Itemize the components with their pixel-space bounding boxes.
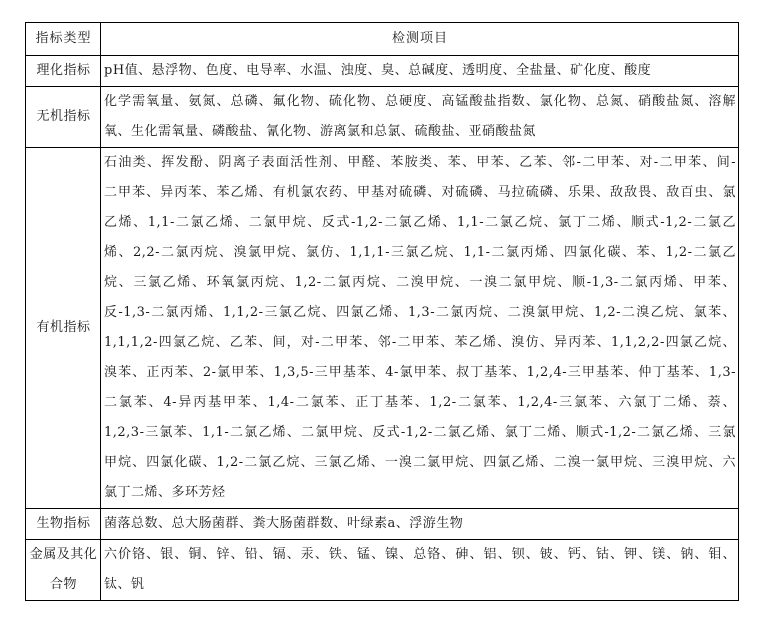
header-test-items bbox=[101, 23, 739, 56]
label-line: 有机指标 bbox=[36, 320, 91, 335]
indicator-type-cell bbox=[26, 540, 101, 601]
text-line: 烯、2,2-二氯丙烷、溴氯甲烷、氯仿、1,1,1-三氯乙烷、1,1-二氯丙烯、四氯化碳、苯、1,2-二氯乙 bbox=[104, 245, 736, 260]
text-line: 钛、钒 bbox=[104, 577, 145, 592]
label-line: 理化指标 bbox=[36, 63, 91, 78]
text-line: 氯丁二烯、多环芳烃 bbox=[104, 485, 226, 500]
text-line: pH值、悬浮物、色度、电导率、水温、浊度、臭、总碱度、透明度、全盐量、矿化度、酸度 bbox=[104, 63, 652, 78]
label-line: 金属及其化 bbox=[29, 547, 98, 562]
indicator-type-cell bbox=[26, 509, 101, 540]
text-line: 1,2,3-三氯苯、1,1-二氯乙烯、二氯甲烷、反式-1,2-二氯乙烯、氯丁二烯、顺式-1,2-二氯乙烯、三氯 bbox=[104, 425, 736, 440]
indicator-table bbox=[25, 22, 739, 601]
row-organic bbox=[26, 148, 739, 509]
row-metals bbox=[26, 540, 739, 601]
text-line: 菌落总数、总大肠菌群、粪大肠菌群数、叶绿素a、浮游生物 bbox=[104, 516, 464, 531]
label-line: 无机指标 bbox=[36, 109, 91, 124]
indicator-type-cell bbox=[26, 148, 101, 509]
row-inorganic bbox=[26, 87, 739, 148]
text-line: 石油类、挥发酚、阴离子表面活性剂、甲醛、苯胺类、苯、甲苯、乙苯、邻-二甲苯、对-二甲苯、间- bbox=[104, 155, 736, 170]
header-indicator-type bbox=[26, 23, 101, 56]
text-line: 二甲苯、异丙苯、苯乙烯、有机氯农药、甲基对硫磷、对硫磷、马拉硫磷、乐果、敌敌畏、敌百虫、氯 bbox=[104, 185, 736, 200]
test-items-cell bbox=[101, 56, 739, 87]
test-items-cell bbox=[101, 87, 739, 148]
text-line: 六价铬、银、铜、锌、铅、镉、汞、铁、锰、镍、总铬、砷、铝、钡、铍、钙、钴、钾、镁、钠、钼、 bbox=[104, 547, 736, 562]
row-biological bbox=[26, 509, 739, 540]
text-line: 化学需氧量、氨氮、总磷、氟化物、硫化物、总硬度、高锰酸盐指数、氯化物、总氮、硝酸盐氮、溶解 bbox=[104, 94, 736, 109]
text-line: 反-1,3-二氯丙烯、1,1,2-三氯乙烷、四氯乙烯、1,3-二氯丙烷、二溴氯甲烷、1,2-二溴乙烷、氯苯、 bbox=[104, 305, 736, 320]
indicator-type-cell bbox=[26, 56, 101, 87]
text-line: 二氯苯、4-异丙基甲苯、1,4-二氯苯、正丁基苯、1,2-二氯苯、1,2,4-三氯苯、六氯丁二烯、萘、 bbox=[104, 395, 736, 410]
label-line: 合物 bbox=[49, 577, 77, 592]
test-items-cell bbox=[101, 540, 739, 601]
text-line: 烷、三氯乙烯、环氧氯丙烷、1,2-二氯丙烷、二溴甲烷、一溴二氯甲烷、顺-1,3-二氯丙烯、甲苯、 bbox=[104, 275, 736, 290]
label-line: 生物指标 bbox=[36, 516, 91, 531]
document-sheet bbox=[25, 22, 738, 601]
text-line: 甲烷、四氯化碳、1,2-二氯乙烷、三氯乙烯、一溴二氯甲烷、四氯乙烯、二溴一氯甲烷、三溴甲烷、六 bbox=[104, 455, 736, 470]
header-test-items-text: 检测项目 bbox=[391, 31, 448, 46]
indicator-type-cell bbox=[26, 87, 101, 148]
row-physicochemical bbox=[26, 56, 739, 87]
text-line: 溴苯、正丙苯、2-氯甲苯、1,3,5-三甲基苯、4-氯甲苯、叔丁基苯、1,2,4-三甲基苯、仲丁基苯、1,3- bbox=[104, 365, 736, 380]
text-line: 氧、生化需氧量、磷酸盐、氰化物、游离氯和总氯、硫酸盐、亚硝酸盐氮 bbox=[104, 124, 537, 139]
table-header-row bbox=[26, 23, 739, 56]
header-indicator-type-text: 指标类型 bbox=[35, 31, 92, 46]
test-items-cell bbox=[101, 509, 739, 540]
text-line: 1,1,1,2-四氯乙烷、乙苯、间，对-二甲苯、邻-二甲苯、苯乙烯、溴仿、异丙苯、1,1,2,2-四氯乙烷、 bbox=[104, 335, 736, 350]
text-line: 乙烯、1,1-二氯乙烯、二氯甲烷、反式-1,2-二氯乙烯、1,1-二氯乙烷、氯丁二烯、顺式-1,2-二氯乙 bbox=[104, 215, 736, 230]
test-items-cell bbox=[101, 148, 739, 509]
